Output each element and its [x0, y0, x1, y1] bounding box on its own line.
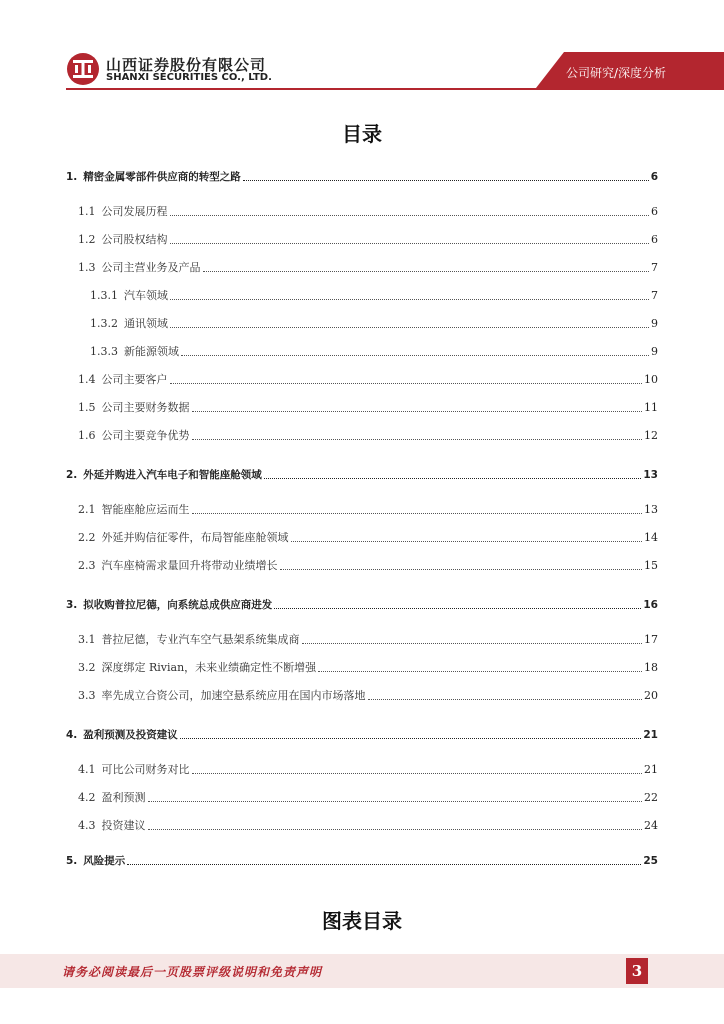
toc-entry[interactable]	[66, 529, 658, 545]
toc-dot-leader	[181, 354, 649, 356]
toc-entry[interactable]	[66, 427, 658, 443]
toc-dot-leader	[192, 410, 643, 412]
toc-entry-number: 1.2	[78, 233, 96, 246]
footer-disclaimer: 请务必阅读最后一页股票评级说明和免责声明	[62, 965, 323, 979]
toc-entry[interactable]	[66, 789, 658, 805]
toc-dot-leader	[170, 242, 650, 244]
toc-entry-text: 普拉尼德，专业汽车空气悬架系统集成商	[101, 633, 300, 646]
toc-dot-leader	[291, 540, 643, 542]
toc-entry-number: 2.	[66, 469, 78, 481]
toc-entry-page: 6	[651, 233, 658, 246]
toc-entry-page: 11	[644, 401, 658, 414]
toc-entry-label	[66, 661, 316, 675]
toc-entry-page: 17	[644, 633, 658, 646]
figures-toc-title: 图表目录	[322, 909, 402, 933]
toc-entry-text: 盈利预测	[101, 791, 146, 804]
toc-entry-page: 16	[643, 599, 658, 611]
toc-dot-leader	[243, 179, 649, 181]
toc-entry[interactable]	[66, 596, 658, 612]
toc-entry-label	[66, 170, 241, 184]
toc-entry-label	[66, 598, 272, 612]
toc-entry-label	[66, 345, 179, 359]
toc-entry[interactable]	[66, 852, 658, 868]
toc-dot-leader	[192, 772, 643, 774]
toc-entry-page: 12	[644, 429, 658, 442]
toc-dot-leader	[148, 828, 643, 830]
toc-entry-page: 7	[651, 289, 658, 302]
toc-entry-number: 4.	[66, 729, 78, 741]
toc-dot-leader	[192, 438, 643, 440]
report-type-label: 公司研究/深度分析	[565, 66, 666, 80]
toc-entry-text: 通讯领域	[124, 317, 168, 330]
toc-entry[interactable]	[66, 259, 658, 275]
toc-entry[interactable]	[66, 399, 658, 415]
toc-entry-number: 2.1	[78, 503, 96, 516]
toc-entry-label	[66, 429, 190, 443]
toc-entry[interactable]	[66, 726, 658, 742]
company-name-cn: 山西证券股份有限公司	[106, 56, 267, 74]
toc-entry[interactable]	[66, 287, 658, 303]
toc-entry[interactable]	[66, 557, 658, 573]
toc-entry-page: 22	[644, 791, 658, 804]
toc-entry-number: 1.1	[78, 205, 96, 218]
toc-entry-number: 1.3.1	[90, 289, 118, 302]
toc-entry-text: 精密金属零部件供应商的转型之路	[83, 171, 241, 183]
toc-dot-leader	[148, 800, 643, 802]
toc-entry-number: 1.4	[78, 373, 96, 386]
toc-entry-page: 18	[644, 661, 658, 674]
toc-entry-number: 2.3	[78, 559, 96, 572]
toc-entry-text: 外延并购信征零件，布局智能座舱领域	[101, 531, 289, 544]
toc-entry-label	[66, 261, 201, 275]
toc-entry-number: 1.6	[78, 429, 96, 442]
toc-entry-number: 1.3.2	[90, 317, 118, 330]
toc-entry-label	[66, 559, 278, 573]
toc-dot-leader	[192, 512, 643, 514]
toc-entry-page: 7	[651, 261, 658, 274]
toc-dot-leader	[280, 568, 643, 570]
toc-entry-page: 25	[643, 855, 658, 867]
toc-entry-number: 1.	[66, 171, 78, 183]
toc-entry-number: 2.2	[78, 531, 96, 544]
toc-entry-page: 20	[644, 689, 658, 702]
toc-entry[interactable]	[66, 231, 658, 247]
toc-entry-number: 1.3	[78, 261, 96, 274]
toc-entry-number: 3.	[66, 599, 78, 611]
company-name-en: SHANXI SECURITIES CO., LTD.	[106, 72, 272, 83]
toc-dot-leader	[170, 326, 649, 328]
page-number: 3	[626, 958, 648, 984]
toc-entry-label	[66, 233, 168, 247]
toc-entry-label	[66, 763, 190, 777]
toc-dot-leader	[170, 214, 650, 216]
toc-entry[interactable]	[66, 466, 658, 482]
toc-entry-label	[66, 317, 168, 331]
toc-entry-number: 1.3.3	[90, 345, 118, 358]
toc-entry-text: 公司主要财务数据	[101, 401, 190, 414]
toc-entry-page: 13	[644, 503, 658, 516]
toc-entry-page: 10	[644, 373, 658, 386]
toc-entry-label	[66, 289, 168, 303]
toc-dot-leader	[127, 863, 641, 865]
toc-entry-text: 新能源领域	[124, 345, 179, 358]
toc-entry-page: 24	[644, 819, 658, 832]
toc-entry-number: 3.3	[78, 689, 96, 702]
toc-dot-leader	[302, 642, 643, 644]
toc-entry[interactable]	[66, 501, 658, 517]
toc-entry-label	[66, 854, 125, 868]
toc-dot-leader	[170, 382, 643, 384]
toc-entry-text: 汽车领域	[124, 289, 168, 302]
toc-entry-text: 公司股权结构	[101, 233, 168, 246]
toc-entry-text: 率先成立合资公司，加速空悬系统应用在国内市场落地	[101, 689, 366, 702]
toc-entry-page: 21	[644, 763, 658, 776]
toc-entry-text: 公司主要竞争优势	[101, 429, 190, 442]
toc-entry-number: 3.1	[78, 633, 96, 646]
toc-entry-number: 1.5	[78, 401, 96, 414]
toc-dot-leader	[180, 737, 642, 739]
toc-entry-number: 5.	[66, 855, 78, 867]
toc-entry[interactable]	[66, 168, 658, 184]
toc-entry-text: 汽车座椅需求量回升将带动业绩增长	[101, 559, 278, 572]
toc-entry[interactable]	[66, 687, 658, 703]
toc-entry-text: 深度绑定 Rivian，未来业绩确定性不断增强	[101, 661, 317, 674]
toc-entry-text: 拟收购普拉尼德，向系统总成供应商进发	[83, 599, 273, 611]
toc-entry-number: 3.2	[78, 661, 96, 674]
toc-entry-label	[66, 373, 168, 387]
toc-dot-leader	[274, 607, 641, 609]
toc-entry[interactable]	[66, 343, 658, 359]
toc-entry[interactable]	[66, 761, 658, 777]
toc-entry[interactable]	[66, 203, 658, 219]
toc-entry-label	[66, 531, 289, 545]
toc-entry-label	[66, 401, 190, 415]
toc-entry-label	[66, 728, 178, 742]
toc-entry-page: 6	[651, 205, 658, 218]
toc-entry-page: 13	[643, 469, 658, 481]
toc-entry-text: 公司发展历程	[101, 205, 168, 218]
toc-dot-leader	[318, 670, 642, 672]
toc-entry-page: 9	[651, 317, 658, 330]
toc-dot-leader	[264, 477, 642, 479]
toc-entry-label	[66, 468, 262, 482]
toc-entry-page: 9	[651, 345, 658, 358]
toc-entry-text: 智能座舱应运而生	[101, 503, 190, 516]
toc-entry[interactable]	[66, 371, 658, 387]
toc-entry-number: 4.3	[78, 819, 96, 832]
toc-entry-page: 14	[644, 531, 658, 544]
toc-entry-label	[66, 205, 168, 219]
toc-entry-label	[66, 791, 146, 805]
toc-entry[interactable]	[66, 315, 658, 331]
toc-dot-leader	[170, 298, 649, 300]
toc-entry-number: 4.2	[78, 791, 96, 804]
toc-dot-leader	[203, 270, 650, 272]
toc-entry[interactable]	[66, 659, 658, 675]
toc-entry-page: 6	[650, 171, 658, 183]
toc-entry-label	[66, 689, 366, 703]
toc-entry-text: 风险提示	[83, 855, 126, 867]
toc-entry-label	[66, 503, 190, 517]
toc-entry-text: 公司主营业务及产品	[101, 261, 201, 274]
toc-entry[interactable]	[66, 631, 658, 647]
toc-entry-text: 外延并购进入汽车电子和智能座舱领域	[83, 469, 262, 481]
toc-entry-text: 盈利预测及投资建议	[83, 729, 178, 741]
toc-title: 目录	[342, 122, 382, 146]
toc-entry[interactable]	[66, 817, 658, 833]
toc-entry-text: 公司主要客户	[101, 373, 168, 386]
toc-entry-text: 可比公司财务对比	[101, 763, 190, 776]
toc-dot-leader	[368, 698, 643, 700]
toc-entry-page: 21	[643, 729, 658, 741]
toc-entry-label	[66, 819, 146, 833]
toc-entry-text: 投资建议	[101, 819, 146, 832]
toc-entry-number: 4.1	[78, 763, 96, 776]
toc-entry-label	[66, 633, 300, 647]
toc-entry-page: 15	[644, 559, 658, 572]
